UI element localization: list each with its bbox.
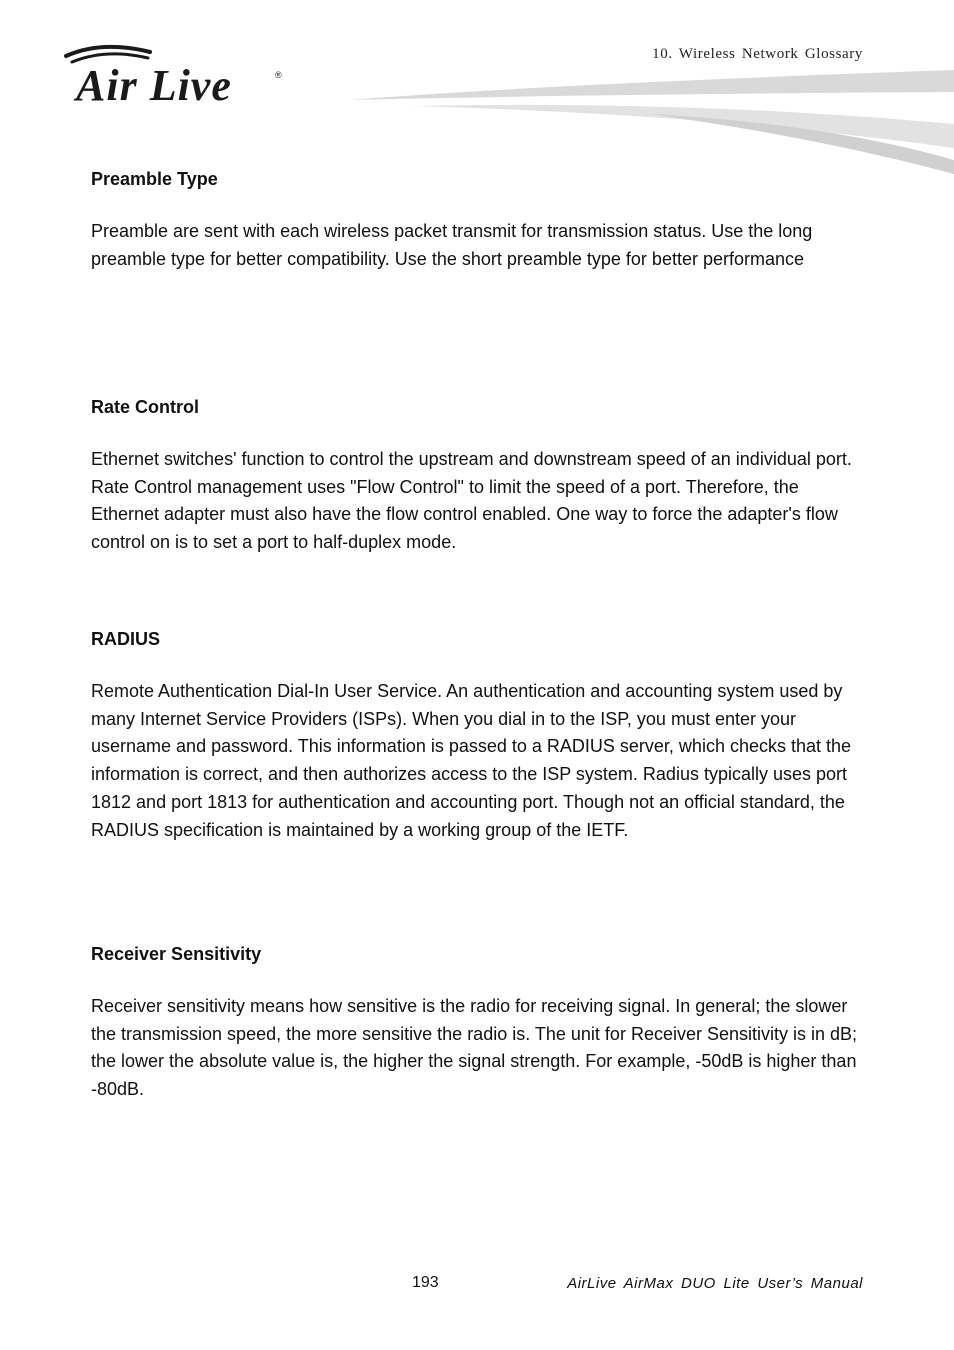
glossary-entry-receiver-sensitivity	[91, 943, 871, 1104]
entry-body: Ethernet switches' function to control the upstream and downstream speed of an individual port. Rate Control management uses "Flow Control" to limit the speed of a port. Therefore, the Ethernet adapter must also have the flow control enabled. One way to force the adapter's flow control on is to set a port to half-duplex mode.	[91, 449, 852, 553]
header-swoosh	[350, 66, 954, 178]
airlive-logo	[62, 42, 292, 106]
glossary-entry-preamble-type	[91, 168, 871, 273]
chapter-title: 10. Wireless Network Glossary	[652, 46, 863, 62]
manual-title: AirLive AirMax DUO Lite User’s Manual	[567, 1275, 863, 1292]
entry-body: Preamble are sent with each wireless packet transmit for transmission status. Use the long preamble type for better compatibility. Use the short preamble type for better performance	[91, 221, 813, 269]
glossary-entry-rate-control	[91, 396, 871, 557]
entry-heading: Rate Control	[91, 397, 199, 417]
entry-heading: Preamble Type	[91, 169, 218, 189]
svg-text:®: ®	[275, 70, 282, 80]
entry-body: Receiver sensitivity means how sensitive is the radio for receiving signal. In general; the slower the transmission speed, the more sensitive the radio is. The unit for Receiver Sensitivity is in dB; the lower the absolute value is, the higher the signal strength. For example, -50dB is higher than -80dB.	[91, 996, 858, 1100]
entry-body: Remote Authentication Dial-In User Service. An authentication and accounting system used by many Internet Service Providers (ISPs). When you dial in to the ISP, you must enter your username and password. This information is passed to a RADIUS server, which checks that the information is correct, and then authorizes access to the ISP system. Radius typically uses port 1812 and port 1813 for authentication and accounting port. Though not an official standard, the RADIUS specification is maintained by a working group of the IETF.	[91, 681, 852, 840]
page-number: 193	[412, 1274, 439, 1291]
entry-heading: Receiver Sensitivity	[91, 944, 262, 964]
entry-heading: RADIUS	[91, 629, 161, 649]
glossary-entry-radius	[91, 628, 871, 844]
svg-text:Air Live: Air Live	[76, 61, 232, 106]
